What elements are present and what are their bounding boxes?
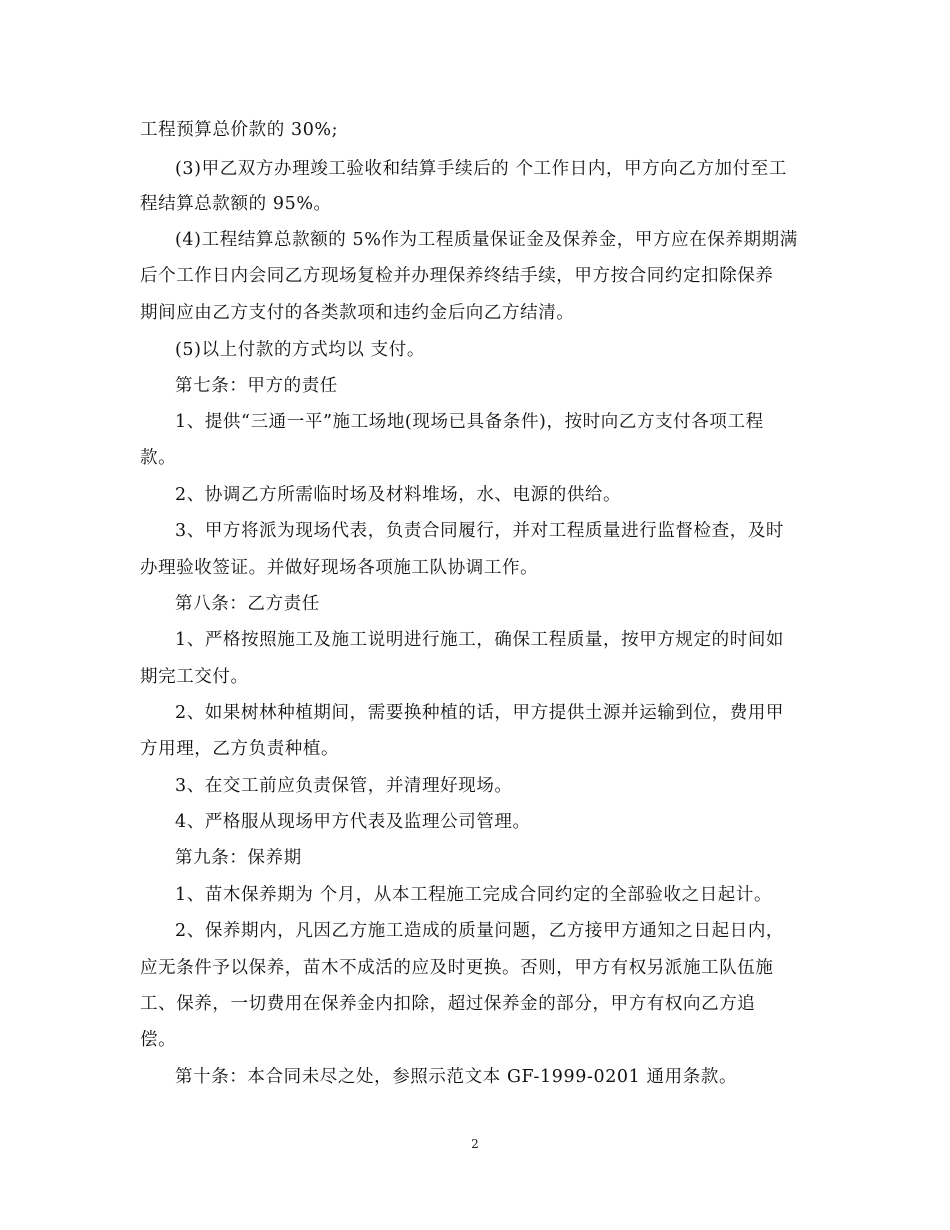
text-line: 期间应由乙方支付的各类款项和违约金后向乙方结清。 — [140, 303, 575, 323]
text-line: 1、严格按照施工及施工说明进行施工，确保工程质量，按甲方规定的时间如 — [175, 630, 785, 650]
text-line: 2、保养期内，凡因乙方施工造成的质量问题，乙方接甲方通知之日起日内， — [175, 921, 785, 941]
text-line: 偿。 — [140, 1030, 177, 1050]
text-line: 办理验收签证。并做好现场各项施工队协调工作。 — [140, 558, 539, 578]
text-line: 4、严格服从现场甲方代表及监理公司管理。 — [175, 812, 531, 832]
section-heading: 第八条：乙方责任 — [175, 594, 320, 614]
text-line: 3、甲方将派为现场代表，负责合同履行，并对工程质量进行监督检查，及时 — [175, 521, 785, 541]
page-number: 2 — [471, 1137, 479, 1151]
text-line: 应无条件予以保养，苗木不成活的应及时更换。否则，甲方有权另派施工队伍施 — [140, 958, 774, 978]
text-line: 2、协调乙方所需临时场及材料堆场，水、电源的供给。 — [175, 485, 622, 505]
section-heading: 第七条：甲方的责任 — [175, 376, 338, 396]
text-line: (5)以上付款的方式均以 支付。 — [175, 340, 425, 360]
text-line: 3、在交工前应负责保管，并清理好现场。 — [175, 776, 513, 796]
text-line: (3)甲乙双方办理竣工验收和结算手续后的 个工作日内，甲方向乙方加付至工 — [175, 159, 787, 179]
text-line: 款。 — [140, 448, 177, 468]
text-line: 程结算总款额的 95%。 — [140, 194, 332, 214]
text-line: 工、保养，一切费用在保养金内扣除，超过保养金的部分，甲方有权向乙方追 — [140, 994, 756, 1014]
text-line: 后个工作日内会同乙方现场复检并办理保养终结手续，甲方按合同约定扣除保养 — [140, 266, 774, 286]
section-heading: 第九条：保养期 — [175, 848, 302, 868]
text-line: 2、如果树林种植期间，需要换种植的话，甲方提供土源并运输到位，费用甲 — [175, 703, 785, 723]
text-line: (4)工程结算总款额的 5%作为工程质量保证金及保养金，甲方应在保养期期满 — [175, 230, 798, 250]
text-line: 期完工交付。 — [140, 667, 249, 687]
text-line: 方用理，乙方负责种植。 — [140, 739, 340, 759]
text-line: 工程预算总价款的 30%; — [140, 120, 339, 140]
text-line: 1、苗木保养期为 个月，从本工程施工完成合同约定的全部验收之日起计。 — [175, 885, 773, 905]
section-heading: 第十条：本合同未尽之处，参照示范文本 GF-1999-0201 通用条款。 — [175, 1067, 738, 1087]
text-line: 1、提供“三通一平”施工场地(现场已具备条件)，按时向乙方支付各项工程 — [175, 412, 764, 432]
